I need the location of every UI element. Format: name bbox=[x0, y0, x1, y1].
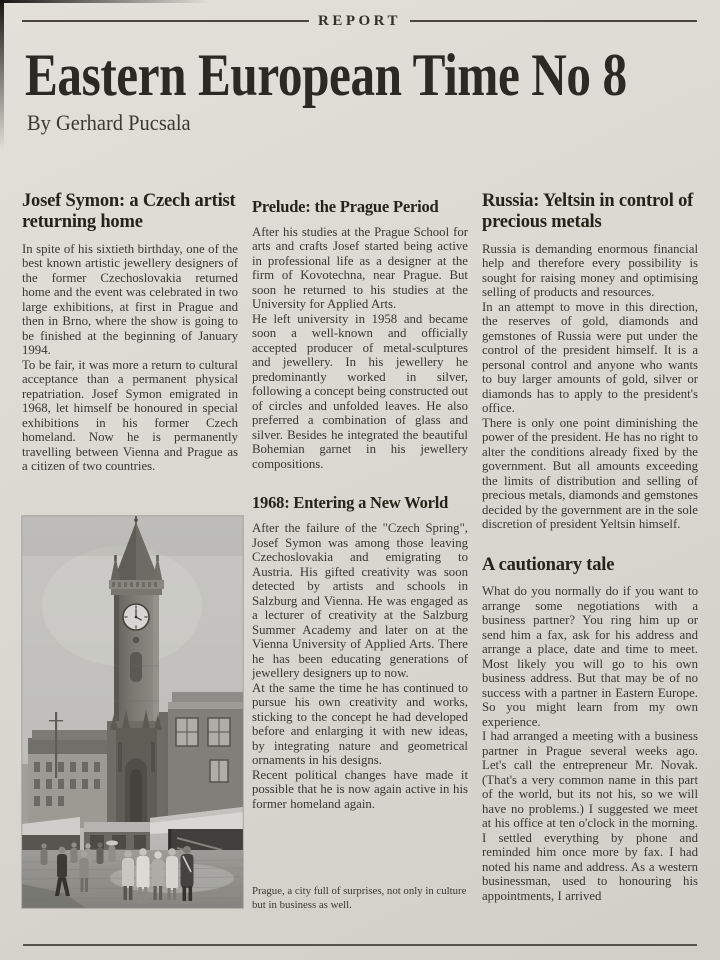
page-title: Eastern European Time No 8 bbox=[25, 42, 627, 108]
heading-josef-symon: Josef Symon: a Czech artist returning home bbox=[22, 191, 236, 233]
paragraph: To be fair, it was more a return to cultural acceptance than a permanent physical repatriation. Josef Symon emigrated in 1968, let himself be honoured in special exhibitions in his former Czech homeland. Now he is permanently travelling between Vienna and Prague as a citizen of two countries. bbox=[22, 357, 238, 474]
paragraph: In an attempt to move in this direction, the reserves of gold, diamonds and gemstones of Russia were put under the control of the president himself. It is a personal control and anyone who wants to buy larger amounts of gold, silver or diamonds has to apply to the president's office. bbox=[482, 299, 698, 416]
right-building bbox=[159, 692, 243, 824]
paragraph: Recent political changes have made it possible that he is now again active in his former homeland again. bbox=[252, 767, 468, 811]
scan-edge-left bbox=[0, 0, 4, 150]
report-label: REPORT bbox=[318, 12, 401, 29]
paragraph: He left university in 1958 and became soon a well-known and officially accepted producer of metal-sculptures and jewellery. In his jewellery he predominantly worked in silver, following a concept being constructed out of circles and unfolded leaves. He also preferred a combination of glass and silver. Besides he integrated the beautiful Bohemian garnet in his jewellery compositions. bbox=[252, 311, 468, 471]
prague-photo-illustration bbox=[22, 516, 243, 908]
heading-prelude: Prelude: the Prague Period bbox=[252, 197, 439, 216]
paragraph: In spite of his sixtieth birthday, one of the best known artistic jewellery designers of the former Czechoslovakia returned home and the event was celebrated in two large exhibitions, at first in Prague and then in Brno, where the show is going to be finished at the beginning of January 1994. bbox=[22, 241, 238, 358]
heading-cautionary-tale: A cautionary tale bbox=[482, 554, 615, 575]
paragraph: After the failure of the "Czech Spring", Josef Symon was among those leaving Czechoslovakia and emigrating to Austria. His gifted creativity was soon detected by artists and schools in Salzburg and Vienna. He was engaged as a lecturer of creativity at the Salzburg Summer Academy and later on at the Vienna University of Applied Arts. There he has been educating generations of jewellery designers up to now. bbox=[252, 521, 468, 681]
footer-rule bbox=[23, 944, 697, 946]
report-kicker bbox=[22, 11, 697, 31]
prague-photo bbox=[22, 516, 243, 908]
kicker-rule-left bbox=[22, 20, 309, 22]
kicker-rule-right bbox=[410, 20, 697, 22]
paragraph: At the same the time he has continued to pursue his own creativity and works, sticking to the concept he had developed before and enlarging it with new ideas, by integrating nature and geometrical ornaments in his designs. bbox=[252, 680, 468, 768]
paragraph: After his studies at the Prague School for arts and crafts Josef started being active in professional life as a designer at the firm of Kovotechna, near Prague. But soon he returned to his studies at the University for Applied Arts. bbox=[252, 224, 468, 312]
column-russia bbox=[482, 191, 698, 903]
paragraph: There is only one point diminishing the power of the president. He has no right to alter the conditions already fixed by the government. But all amounts exceeding the limits of distribution and selling of precious metals, diamonds and gemstones decided by the government are in the sole discretion of president Yeltsin himself. bbox=[482, 415, 698, 532]
byline: By Gerhard Pucsala bbox=[27, 110, 191, 135]
photo-caption: Prague, a city full of surprises, not only in culture but in business as well. bbox=[252, 885, 467, 912]
paragraph: Russia is demanding enormous financial help and therefore every possibility is sought for raising money and optimising selling of products and resources. bbox=[482, 241, 698, 300]
heading-1968: 1968: Entering a New World bbox=[252, 493, 449, 513]
paragraph: What do you normally do if you want to arrange some negotiations with a business partner? You ring him up or send him a fax, ask for his address and arrange a place, date and time to meet. Most likely you will go to his own business address. But that may be of no success with a partner in Eastern Europe. So you might learn from my own experience. bbox=[482, 584, 698, 729]
paragraph: I had arranged a meeting with a business partner in Prague several weeks ago. Let's call the entrepreneur Mr. Novak. (That's a very common name in this part of the world, but its not his, so we will have no problems.) I suggested we meet at his office at ten o'clock in the morning. I settled everything by phone and reminded him once more by fax. I had noted his name and address. As a western businessman, used to honouring his appointments, I arrived bbox=[482, 729, 698, 903]
column-prague-period bbox=[252, 191, 468, 903]
heading-russia: Russia: Yeltsin in control of precious metals bbox=[482, 191, 694, 233]
scan-edge-top bbox=[0, 0, 210, 3]
gothic-chapel bbox=[107, 710, 165, 833]
